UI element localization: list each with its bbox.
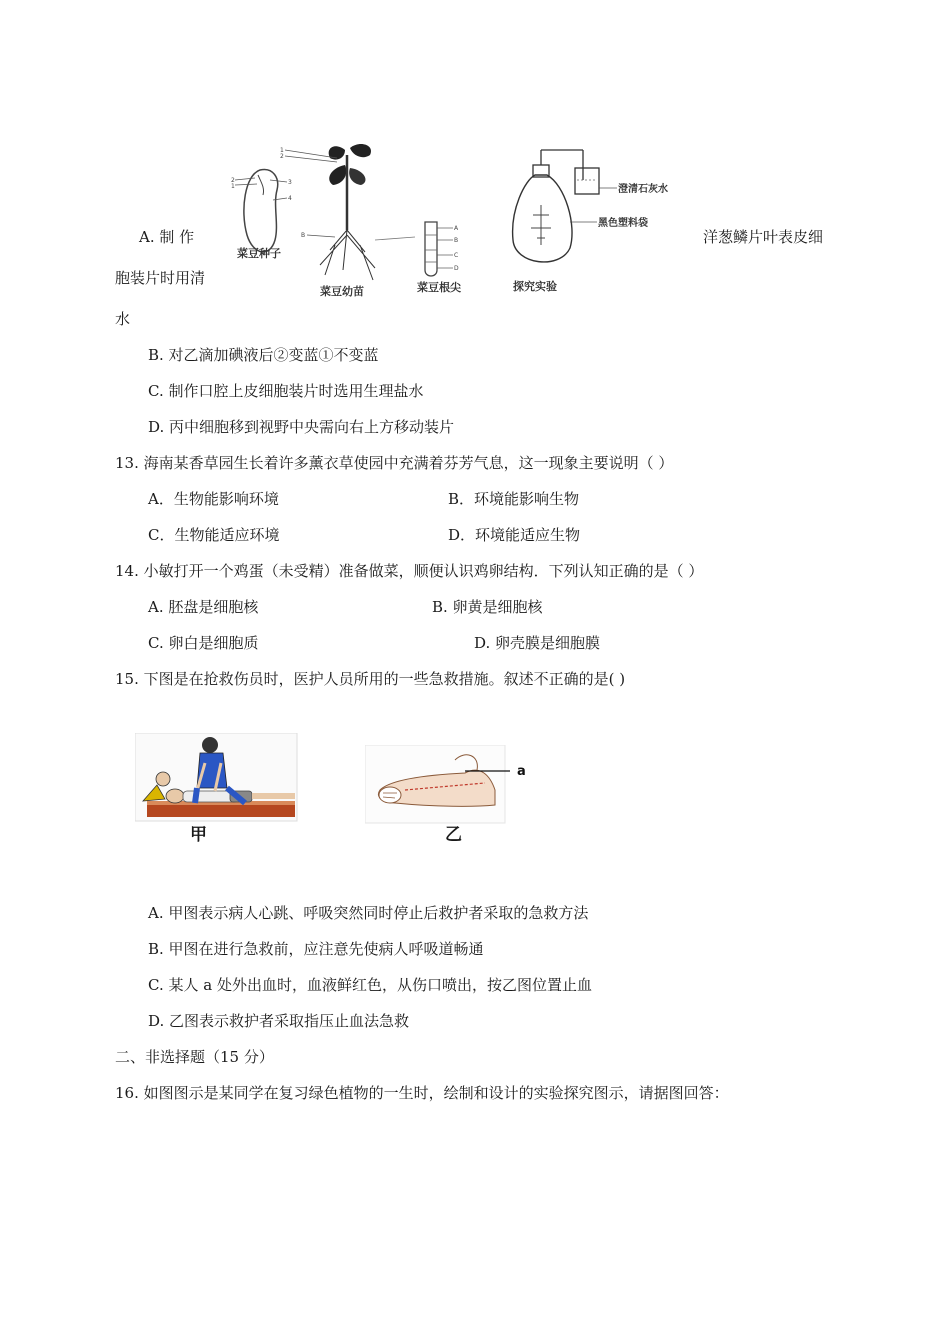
svg-text:2: 2	[280, 153, 284, 160]
q12-option-b: B. 对乙滴加碘液后②变蓝①不变蓝	[148, 346, 379, 364]
seed-label: 菜豆种子	[237, 247, 281, 260]
svg-text:4: 4	[288, 195, 292, 202]
q12-option-a-line3: 水	[115, 310, 131, 328]
q12-option-a-prefix: A. 制 作	[139, 228, 195, 246]
q14-option-b: B. 卵黄是细胞核	[432, 598, 543, 616]
q13-option-a: A．生物能影响环境	[148, 490, 279, 508]
q12-option-a-line2: 胞装片时用清	[115, 269, 206, 287]
svg-text:1: 1	[231, 183, 235, 190]
q14-option-d: D. 卵壳膜是细胞膜	[474, 634, 601, 652]
svg-text:B: B	[454, 237, 459, 244]
q12-option-a-suffix: 洋葱鳞片叶表皮细	[703, 228, 824, 246]
experiment-illustration	[513, 150, 668, 293]
cpr-figure	[135, 733, 300, 848]
limewater-label: 澄清石灰水	[618, 184, 668, 195]
svg-text:B: B	[301, 232, 306, 239]
svg-text:2: 2	[231, 177, 235, 184]
svg-text:A: A	[454, 225, 459, 232]
q15-option-b: B. 甲图在进行急救前，应注意先使病人呼吸道畅通	[148, 940, 484, 958]
q12-option-d: D. 丙中细胞移到视野中央需向右上方移动装片	[148, 418, 455, 436]
root-tip-illustration	[417, 222, 461, 294]
q12-option-c: C. 制作口腔上皮细胞装片时选用生理盐水	[148, 382, 424, 400]
q16-stem: 16. 如图图示是某同学在复习绿色植物的一生时，绘制和设计的实验探究图示，请据图回答：	[115, 1084, 729, 1102]
figure-jia-label: 甲	[190, 825, 207, 845]
q14-option-c: C. 卵白是细胞质	[148, 634, 259, 652]
q15-stem: 15. 下图是在抢救伤员时，医护人员所用的一些急救措施。叙述不正确的是( )	[115, 670, 626, 688]
q13-option-c: C．生物能适应环境	[148, 526, 280, 544]
plant-experiment-figure	[225, 140, 695, 300]
q13-stem: 13. 海南某香草园生长着许多薰衣草使园中充满着芬芳气息，这一现象主要说明（ ）	[115, 454, 674, 472]
q15-option-c: C. 某人 a 处外出血时，血液鲜红色，从伤口喷出，按乙图位置止血	[148, 976, 592, 994]
svg-text:D: D	[454, 265, 459, 272]
figure-yi-label: 乙	[445, 825, 462, 845]
bean-seedling-illustration	[280, 144, 415, 298]
q14-stem: 14. 小敏打开一个鸡蛋（未受精）准备做菜，顺便认识鸡卵结构．下列认知正确的是（ ）	[115, 562, 704, 580]
pressure-point-figure	[365, 745, 540, 850]
section-2-heading: 二、非选择题（15 分）	[115, 1048, 274, 1066]
svg-text:3: 3	[288, 179, 292, 186]
figure-yi-a-label: a	[517, 764, 526, 779]
svg-text:1: 1	[280, 147, 284, 154]
bean-seed-illustration	[231, 170, 292, 260]
q13-option-b: B．环境能影响生物	[448, 490, 580, 508]
q14-option-a: A. 胚盘是细胞核	[148, 598, 259, 616]
root-tip-label: 菜豆根尖	[417, 281, 461, 294]
q13-option-d: D．环境能适应生物	[448, 526, 581, 544]
black-bag-label: 黑色塑料袋	[598, 218, 648, 229]
experiment-label: 探究实验	[513, 280, 557, 293]
q15-option-a: A. 甲图表示病人心跳、呼吸突然同时停止后救护者采取的急救方法	[148, 904, 589, 922]
svg-text:C: C	[454, 252, 459, 259]
q15-option-d: D. 乙图表示救护者采取指压止血法急救	[148, 1012, 410, 1030]
seedling-label: 菜豆幼苗	[320, 285, 364, 298]
